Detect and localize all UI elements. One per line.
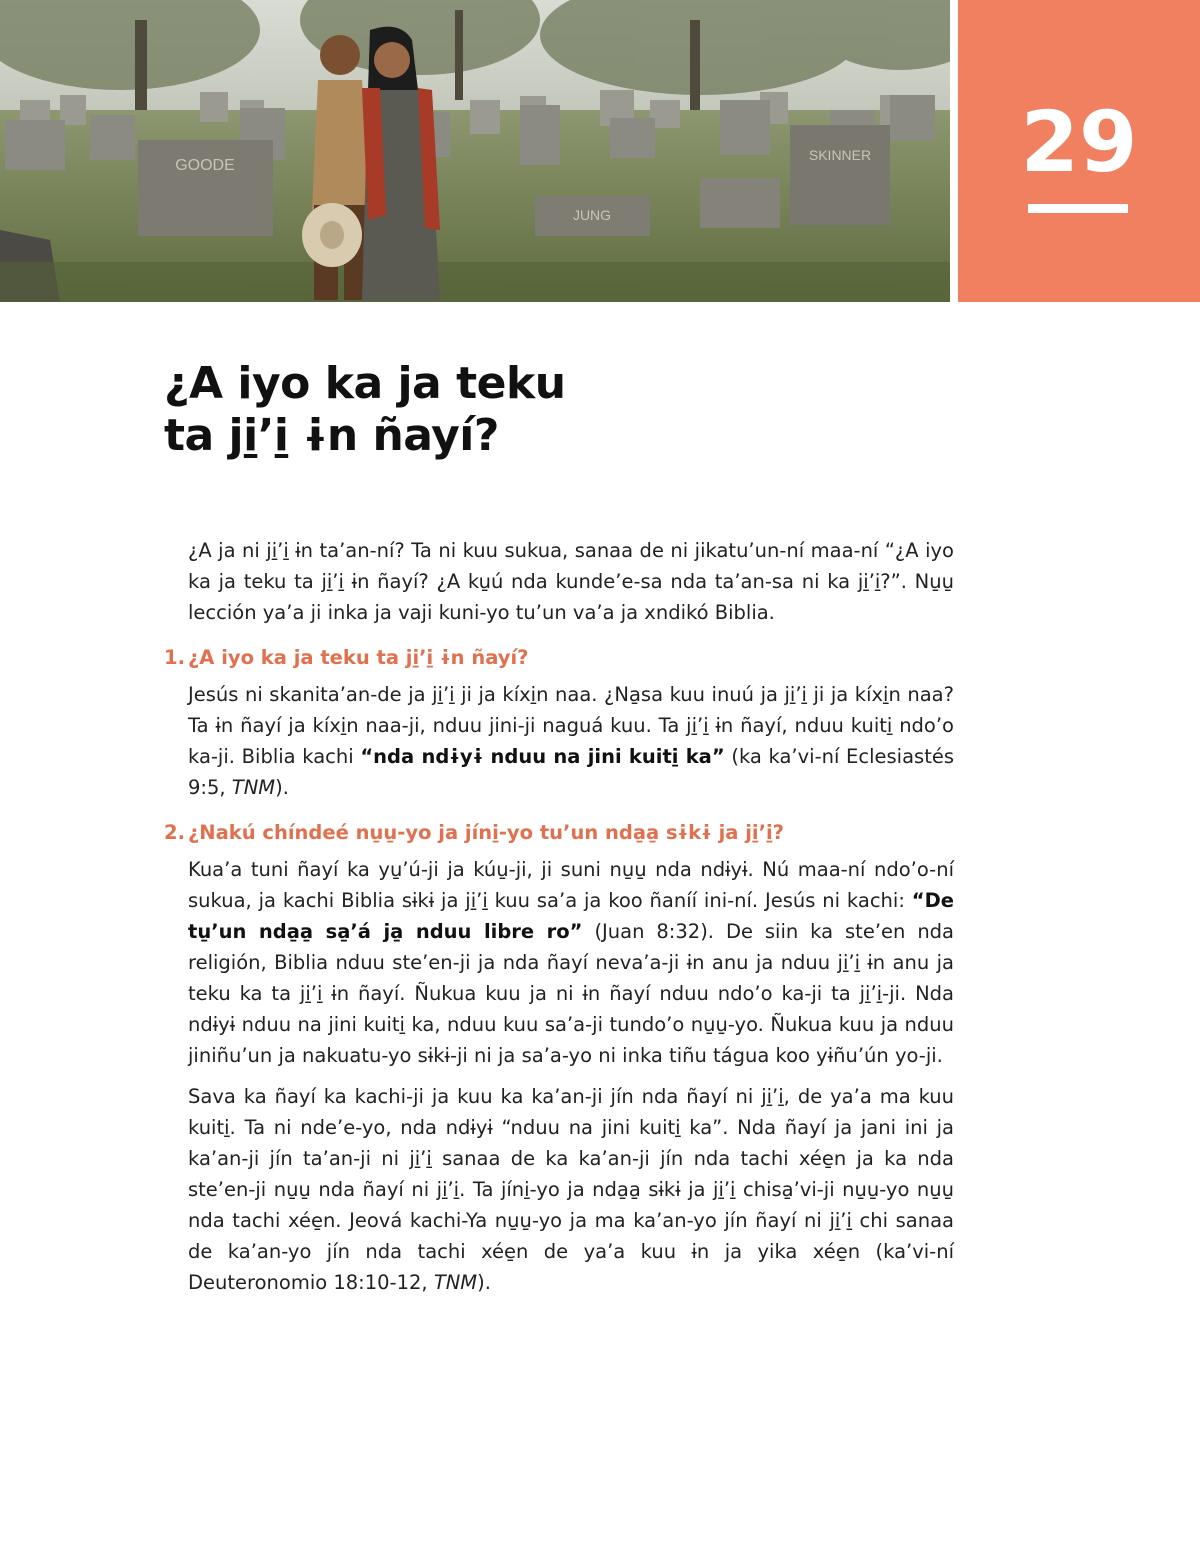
section-1-reference-abbr: TNM: [231, 776, 276, 799]
section-2-reference-abbr: TNM: [433, 1271, 478, 1294]
page-title: [164, 358, 566, 462]
section-2-quote: “De tu̱’un nda̱a̱ sa̱’á ja̱ nduu libre ro”: [188, 889, 954, 943]
section-1-question-text: ¿A iyo ka ja teku ta ji̱’i̱ ɨn ñayí?: [188, 646, 529, 669]
section-1-text-end: ).: [275, 776, 289, 799]
section-1-text: Jesús ni skanita’an-de ja ji̱’i̱ ji ja kíxi̱n naa. ¿Na̱sa kuu inuú ja ji̱’i̱ ji ja kíxi̱n naa? Ta ɨn ñayí ja kíxi̱n naa-ji, nduu jini-ji naguá kuu. Ta ji̱’i̱ ɨn ñayí, nduu kuiti̱ ndo’o ka-ji. Biblia kachi: [188, 683, 954, 768]
lesson-content: [164, 535, 954, 1298]
section-2-question: [164, 817, 954, 848]
lesson-number-box: [958, 0, 1200, 302]
section-2-text: Kua’a tuni ñayí ka yu̱’ú-ji ja kúu̱-ji, ji suni nu̱u̱ nda ndɨyɨ. Nú maa-ní ndo’o-ní sukua, ja kachi Biblia sɨkɨ ja ji̱’i̱ kuu sa’a ja koo ñaníí ini-ní. Jesús ni kachi:: [188, 858, 954, 912]
section-2-text-2-end: ).: [477, 1271, 491, 1294]
section-1-reference: (ka ka’vi-ní Eclesiastés 9:5,: [188, 745, 955, 799]
section-1-question: [164, 642, 954, 673]
headstone-label-jung: JUNG: [572, 207, 612, 223]
section-2-paragraph-2: [188, 1081, 954, 1298]
lesson-number-underline: [1028, 204, 1128, 213]
page-title-line-2: ta ji̱’i̱ ɨn ñayí?: [164, 410, 499, 461]
page-title-line-1: ¿A iyo ka ja teku: [164, 358, 566, 409]
section-2-text-2: Sava ka ñayí ka kachi-ji ja kuu ka ka’an-ji jín nda ñayí ni ji̱’i̱, de ya’a ma kuu kuiti̱. Ta ni nde’e-yo, nda ndɨyɨ “nduu na jini kuiti̱ ka”. Nda ñayí ja jani ini ja ka’an-ji jín ta’an-ji ni ji̱’i̱ sanaa de ka ka’an-ji jín nda tachi xée̱n ja ka nda ste’en-ji nu̱u̱ nda ñayí ni ji̱’i̱. Ta jíni̱-yo ja nda̱a̱ sɨkɨ ja ji̱’i̱ chisa̱’vi-ji nu̱u̱-yo nu̱u̱ nda tachi xée̱n. Jeová kachi-Ya nu̱u̱-yo ja ma ka’an-yo jín ñayí ni ji̱’i̱ chi sanaa de ka’an-yo jín nda tachi xée̱n de ya’a kuu ɨn ja yika xée̱n (ka’vi-ní Deuteronomio 18:10-12,: [188, 1085, 954, 1294]
header-photo: [0, 0, 950, 302]
section-1-paragraph: [188, 679, 954, 803]
section-2-text-cont: (Juan 8:32). De siin ka ste’en nda religión, Biblia nduu ste’en-ji ja nda ñayí neva’a-ji ɨn anu ja nduu ji̱’i̱ ɨn anu ja teku ka ta ji̱’i̱ ɨn ñayí. Ñukua kuu ja ni ɨn ñayí nduu ndo’o ka-ji ta ji̱’i̱-ji. Nda ndɨyɨ nduu na jini kuiti̱ ka, nduu kuu sa’a-ji tundo’o nu̱u̱-yo. Ñukua kuu ja nduu jiniñu’un ja nakuatu-yo sɨkɨ-ji ni ja sa’a-yo ni inka tiñu tágua koo yɨñu’ún yo-ji.: [188, 920, 955, 1067]
cemetery-scene: [0, 0, 950, 302]
section-2-paragraph-1: [188, 854, 954, 1071]
section-2-question-text: ¿Nakú chíndeé nu̱u̱-yo ja jíni̱-yo tu’un nda̱a̱ sɨkɨ ja ji̱’i̱?: [188, 821, 784, 844]
intro-paragraph: ¿A ja ni ji̱’i̱ ɨn ta’an-ní? Ta ni kuu sukua, sanaa de ni jikatu’un-ní maa-ní “¿A iyo ka ja teku ta ji̱’i̱ ɨn ñayí? ¿A ku̱ú nda kunde’e-sa nda ta’an-sa ni ka ji̱’i̱?”. Nu̱u̱ lección ya’a ji inka ja vaji kuni-yo tu’un va’a ja xndikó Biblia.: [188, 539, 954, 624]
headstone-goode: [138, 140, 273, 236]
lesson-number: 29: [1020, 93, 1138, 191]
section-1-number: 1.: [164, 646, 185, 669]
headstone-label-goode: GOODE: [175, 157, 235, 174]
section-2-number: 2.: [164, 821, 185, 844]
section-1-quote: “nda ndɨyɨ nduu na jini kuiti̱ ka”: [360, 745, 725, 768]
headstone-skinner: [790, 125, 890, 225]
headstone-label-skinner: SKINNER: [808, 147, 872, 163]
